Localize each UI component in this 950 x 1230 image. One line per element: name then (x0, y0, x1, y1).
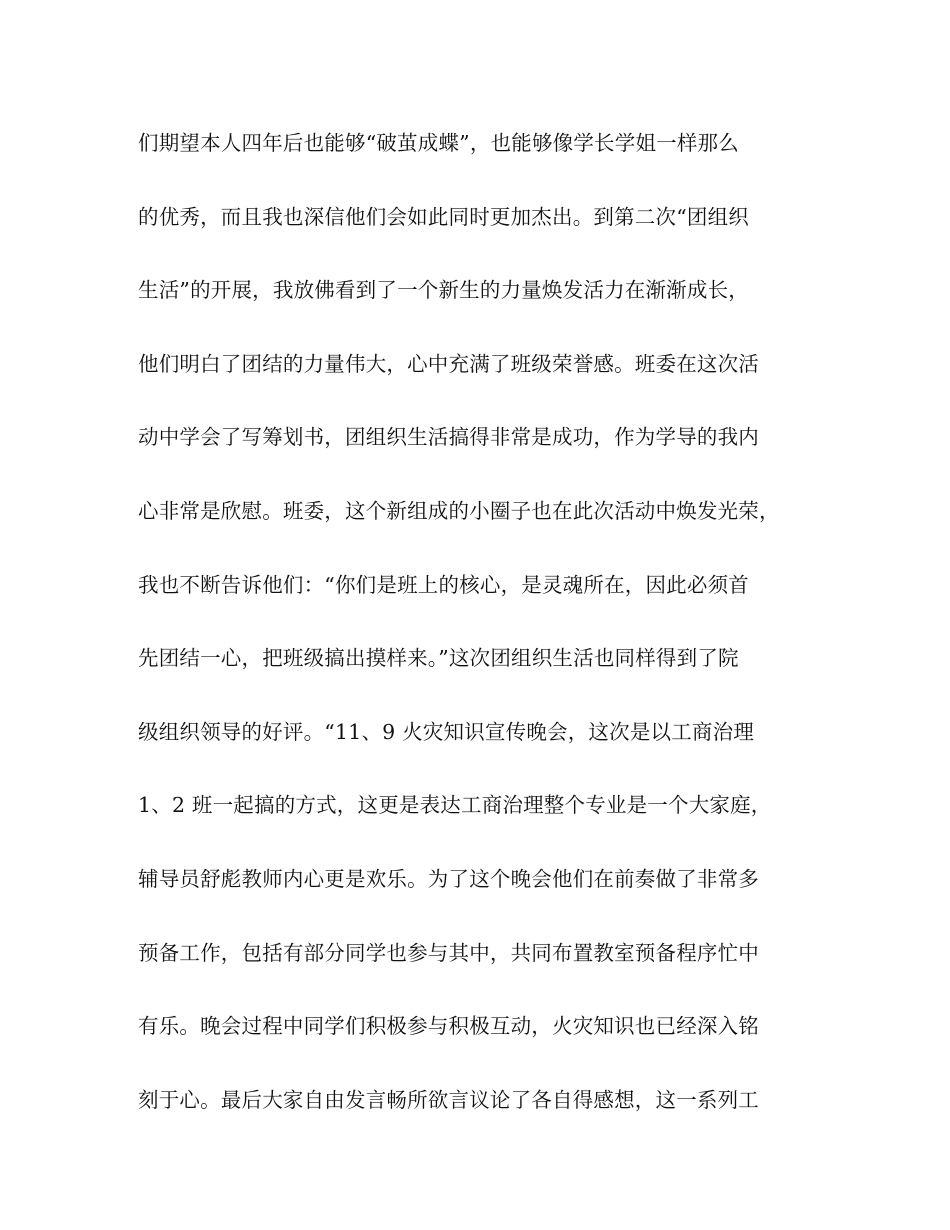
text-line: 级组织领导的好评。“11、9 火灾知识宣传晚会，这次是以工商治理 (138, 719, 755, 744)
text-line: 有乐。晚会过程中同学们积极参与积极互动，火灾知识也已经深入铭 (138, 1014, 759, 1039)
text-line: 的优秀，而且我也深信他们会如此同时更加杰出。到第二次“团组织 (138, 204, 749, 229)
text-line: 我也不断告诉他们：“你们是班上的核心，是灵魂所在，因此必须首 (138, 572, 749, 597)
text-line: 刻于心。最后大家自由发言畅所欲言议论了各自得感想，这一系列工 (138, 1087, 759, 1112)
text-line: 动中学会了写筹划书，团组织生活搞得非常是成功，作为学导的我内 (138, 425, 759, 450)
body-text (138, 125, 808, 1155)
text-line: 1、2 班一起搞的方式，这更是表达工商治理整个专业是一个大家庭， (138, 793, 772, 818)
text-line: 预备工作，包括有部分同学也参与其中，共同布置教室预备程序忙中 (138, 940, 759, 965)
text-line: 心非常是欣慰。班委，这个新组成的小圈子也在此次活动中焕发光荣， (138, 498, 780, 523)
text-line: 辅导员舒彪教师内心更是欢乐。为了这个晚会他们在前奏做了非常多 (138, 866, 759, 891)
text-line: 先团结一心，把班级搞出摸样来。”这次团组织生活也同样得到了院 (138, 646, 739, 671)
text-line: 们期望本人四年后也能够“破茧成蝶”，也能够像学长学姐一样那么 (138, 131, 739, 155)
text-line: 他们明白了团结的力量伟大，心中充满了班级荣誉感。班委在这次活 (138, 351, 759, 376)
text-line: 生活”的开展，我放佛看到了一个新生的力量焕发活力在渐渐成长， (138, 278, 749, 303)
